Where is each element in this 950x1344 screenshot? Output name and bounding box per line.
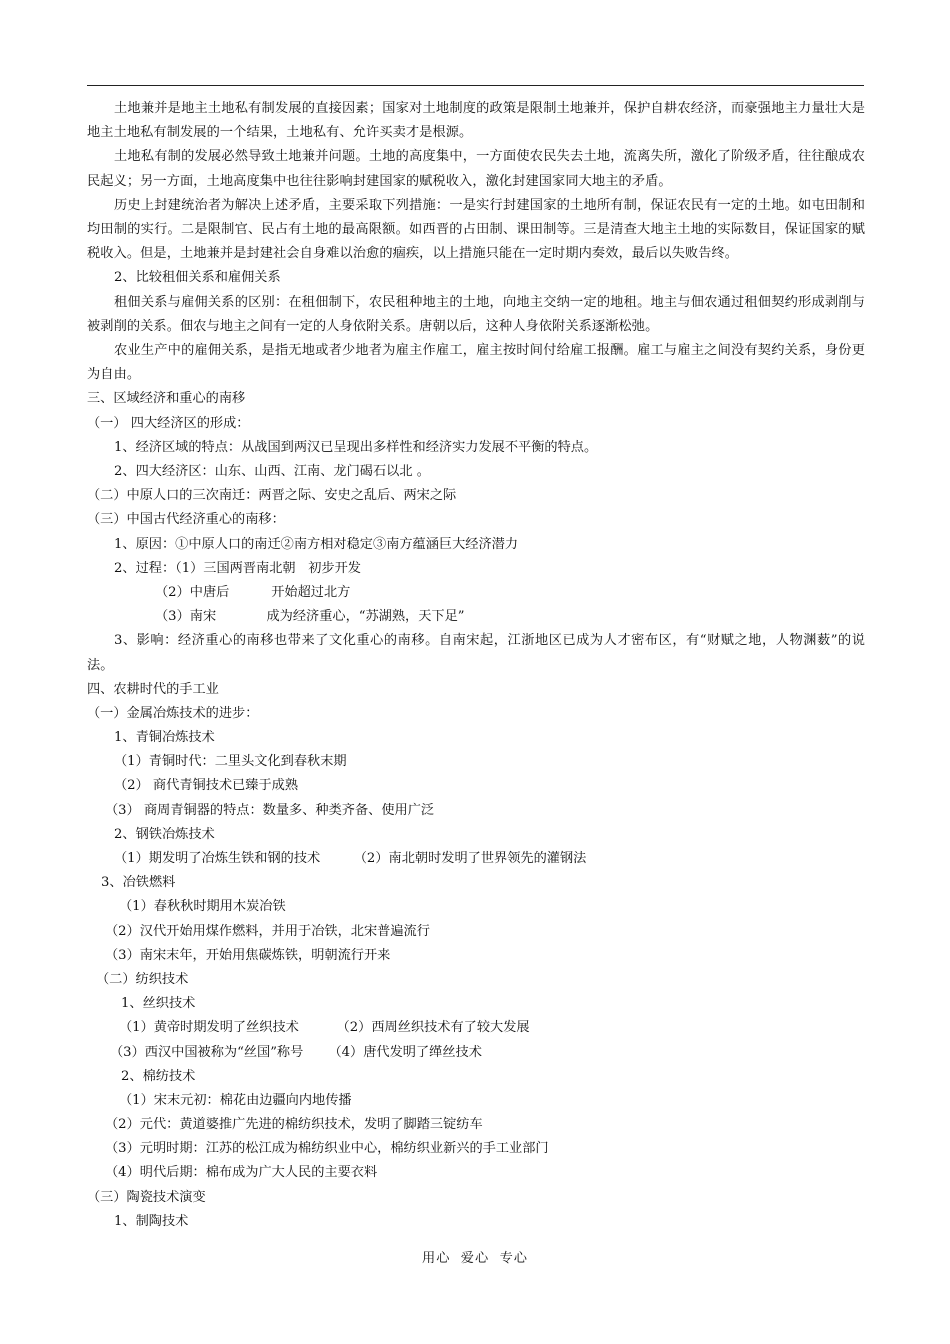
paragraph: 历史上封建统治者为解决上述矛盾，主要采取下列措施：一是实行封建国家的土地所有制，保证农民有一定的土地。如屯田制和均田制的实行。二是限制官、民占有土地的最高限额。如西晋的占田制、课田制等。三是清查大地主土地的实际数目，保证国家的赋税收入。但是，土地兼并是封建社会自身难以治愈的痼疾，以上措施只能在一定时期内奏效，最后以失败告终。 xyxy=(87,197,865,262)
list-item: 2、钢铁冶炼技术 xyxy=(114,826,215,842)
list-item: 2、四大经济区：山东、山西、江南、龙门碣石以北 。 xyxy=(114,463,430,479)
paragraph: 土地兼并是地主土地私有制发展的直接因素；国家对土地制度的政策是限制土地兼并，保护自耕农经济，而豪强地主力量壮大是地主土地私有制发展的一个结果，土地私有、允许买卖才是根源。 xyxy=(87,101,865,141)
list-item: 1、制陶技术 xyxy=(114,1213,189,1229)
list-item: （2）元代：黄道婆推广先进的棉纺织技术，发明了脚踏三锭纺车 xyxy=(105,1117,483,1133)
subsection-heading: （三）中国古代经济重心的南移： xyxy=(87,512,285,528)
header-rule xyxy=(87,85,864,86)
list-item: （3）南宋末年，开始用焦碳炼铁，明朝流行开来 xyxy=(105,947,391,963)
list-item: （1）黄帝时期发明了丝织技术 （2）西周丝织技术有了较大发展 xyxy=(119,1020,530,1036)
list-item: （1）期发明了冶炼生铁和钢的技术 （2）南北朝时发明了世界领先的灌钢法 xyxy=(114,851,587,867)
paragraph: 土地私有制的发展必然导致土地兼并问题。土地的高度集中，一方面使农民失去土地，流离失所，激化了阶级矛盾，往往酿成农民起义；另一方面，土地高度集中也往往影响封建国家的赋税收入，激化封建国家同大地主的矛盾。 xyxy=(87,149,865,189)
subsection-heading: （一） 四大经济区的形成： xyxy=(87,415,250,431)
list-item: 1、经济区域的特点：从战国到两汉已呈现出多样性和经济实力发展不平衡的特点。 xyxy=(114,439,598,455)
list-item: 2、棉纺技术 xyxy=(121,1068,196,1084)
list-item: （2）汉代开始用煤作燃料，并用于冶铁，北宋普遍流行 xyxy=(105,923,430,939)
list-item: （3）南宋 成为经济重心，“苏湖熟，天下足” xyxy=(155,609,465,625)
subsection-heading: （一）金属冶炼技术的进步： xyxy=(87,705,259,721)
list-item: （1）春秋秋时期用木炭冶铁 xyxy=(119,899,286,915)
list-item: （1）宋末元初：棉花由边疆向内地传播 xyxy=(119,1092,352,1108)
list-item: 1、丝织技术 xyxy=(121,996,196,1012)
list-item: （3） 商周青铜器的特点：数量多、种类齐备、使用广泛 xyxy=(105,802,435,818)
paragraph: 3、影响：经济重心的南移也带来了文化重心的南移。自南宋起，江浙地区已成为人才密布区，有“财赋之地，人物渊薮”的说法。 xyxy=(87,633,865,673)
subsection-heading: （二）纺织技术 xyxy=(96,971,189,987)
list-item: （4）明代后期：棉布成为广大人民的主要衣料 xyxy=(105,1165,378,1181)
list-item: （3）西汉中国被称为“丝国”称号 （4）唐代发明了缂丝技术 xyxy=(110,1044,482,1060)
section-heading: 三、区域经济和重心的南移 xyxy=(87,391,246,407)
list-item: 3、冶铁燃料 xyxy=(101,875,176,891)
document-body xyxy=(87,97,865,1234)
list-item: 1、原因：①中原人口的南迁②南方相对稳定③南方蕴涵巨大经济潜力 xyxy=(114,536,519,552)
page-footer: 用心 爱心 专心 xyxy=(422,1251,528,1266)
list-item: （3）元明时期：江苏的松江成为棉纺织业中心，棉纺织业新兴的手工业部门 xyxy=(105,1141,549,1157)
list-item: （2） 商代青铜技术已臻于成熟 xyxy=(114,778,299,794)
section-heading: 2、比较租佃关系和雇佣关系 xyxy=(114,270,281,286)
subsection-heading: （三）陶瓷技术演变 xyxy=(87,1189,206,1205)
list-item: （1）青铜时代：二里头文化到春秋末期 xyxy=(114,754,347,770)
subsection-heading: （二）中原人口的三次南迁：两晋之际、安史之乱后、两宋之际 xyxy=(87,488,457,504)
list-item: 2、过程：（1）三国两晋南北朝 初步开发 xyxy=(114,560,361,576)
paragraph: 租佃关系与雇佣关系的区别：在租佃制下，农民租种地主的土地，向地主交纳一定的地租。地主与佃农通过租佃契约形成剥削与被剥削的关系。佃农与地主之间有一定的人身依附关系。唐朝以后，这种人身依附关系逐渐松弛。 xyxy=(87,294,865,334)
section-heading: 四、农耕时代的手工业 xyxy=(87,681,219,697)
list-item: 1、青铜冶炼技术 xyxy=(114,730,215,746)
paragraph: 农业生产中的雇佣关系，是指无地或者少地者为雇主作雇工，雇主按时间付给雇工报酬。雇工与雇主之间没有契约关系，身份更为自由。 xyxy=(87,343,865,383)
list-item: （2）中唐后 开始超过北方 xyxy=(155,584,351,600)
